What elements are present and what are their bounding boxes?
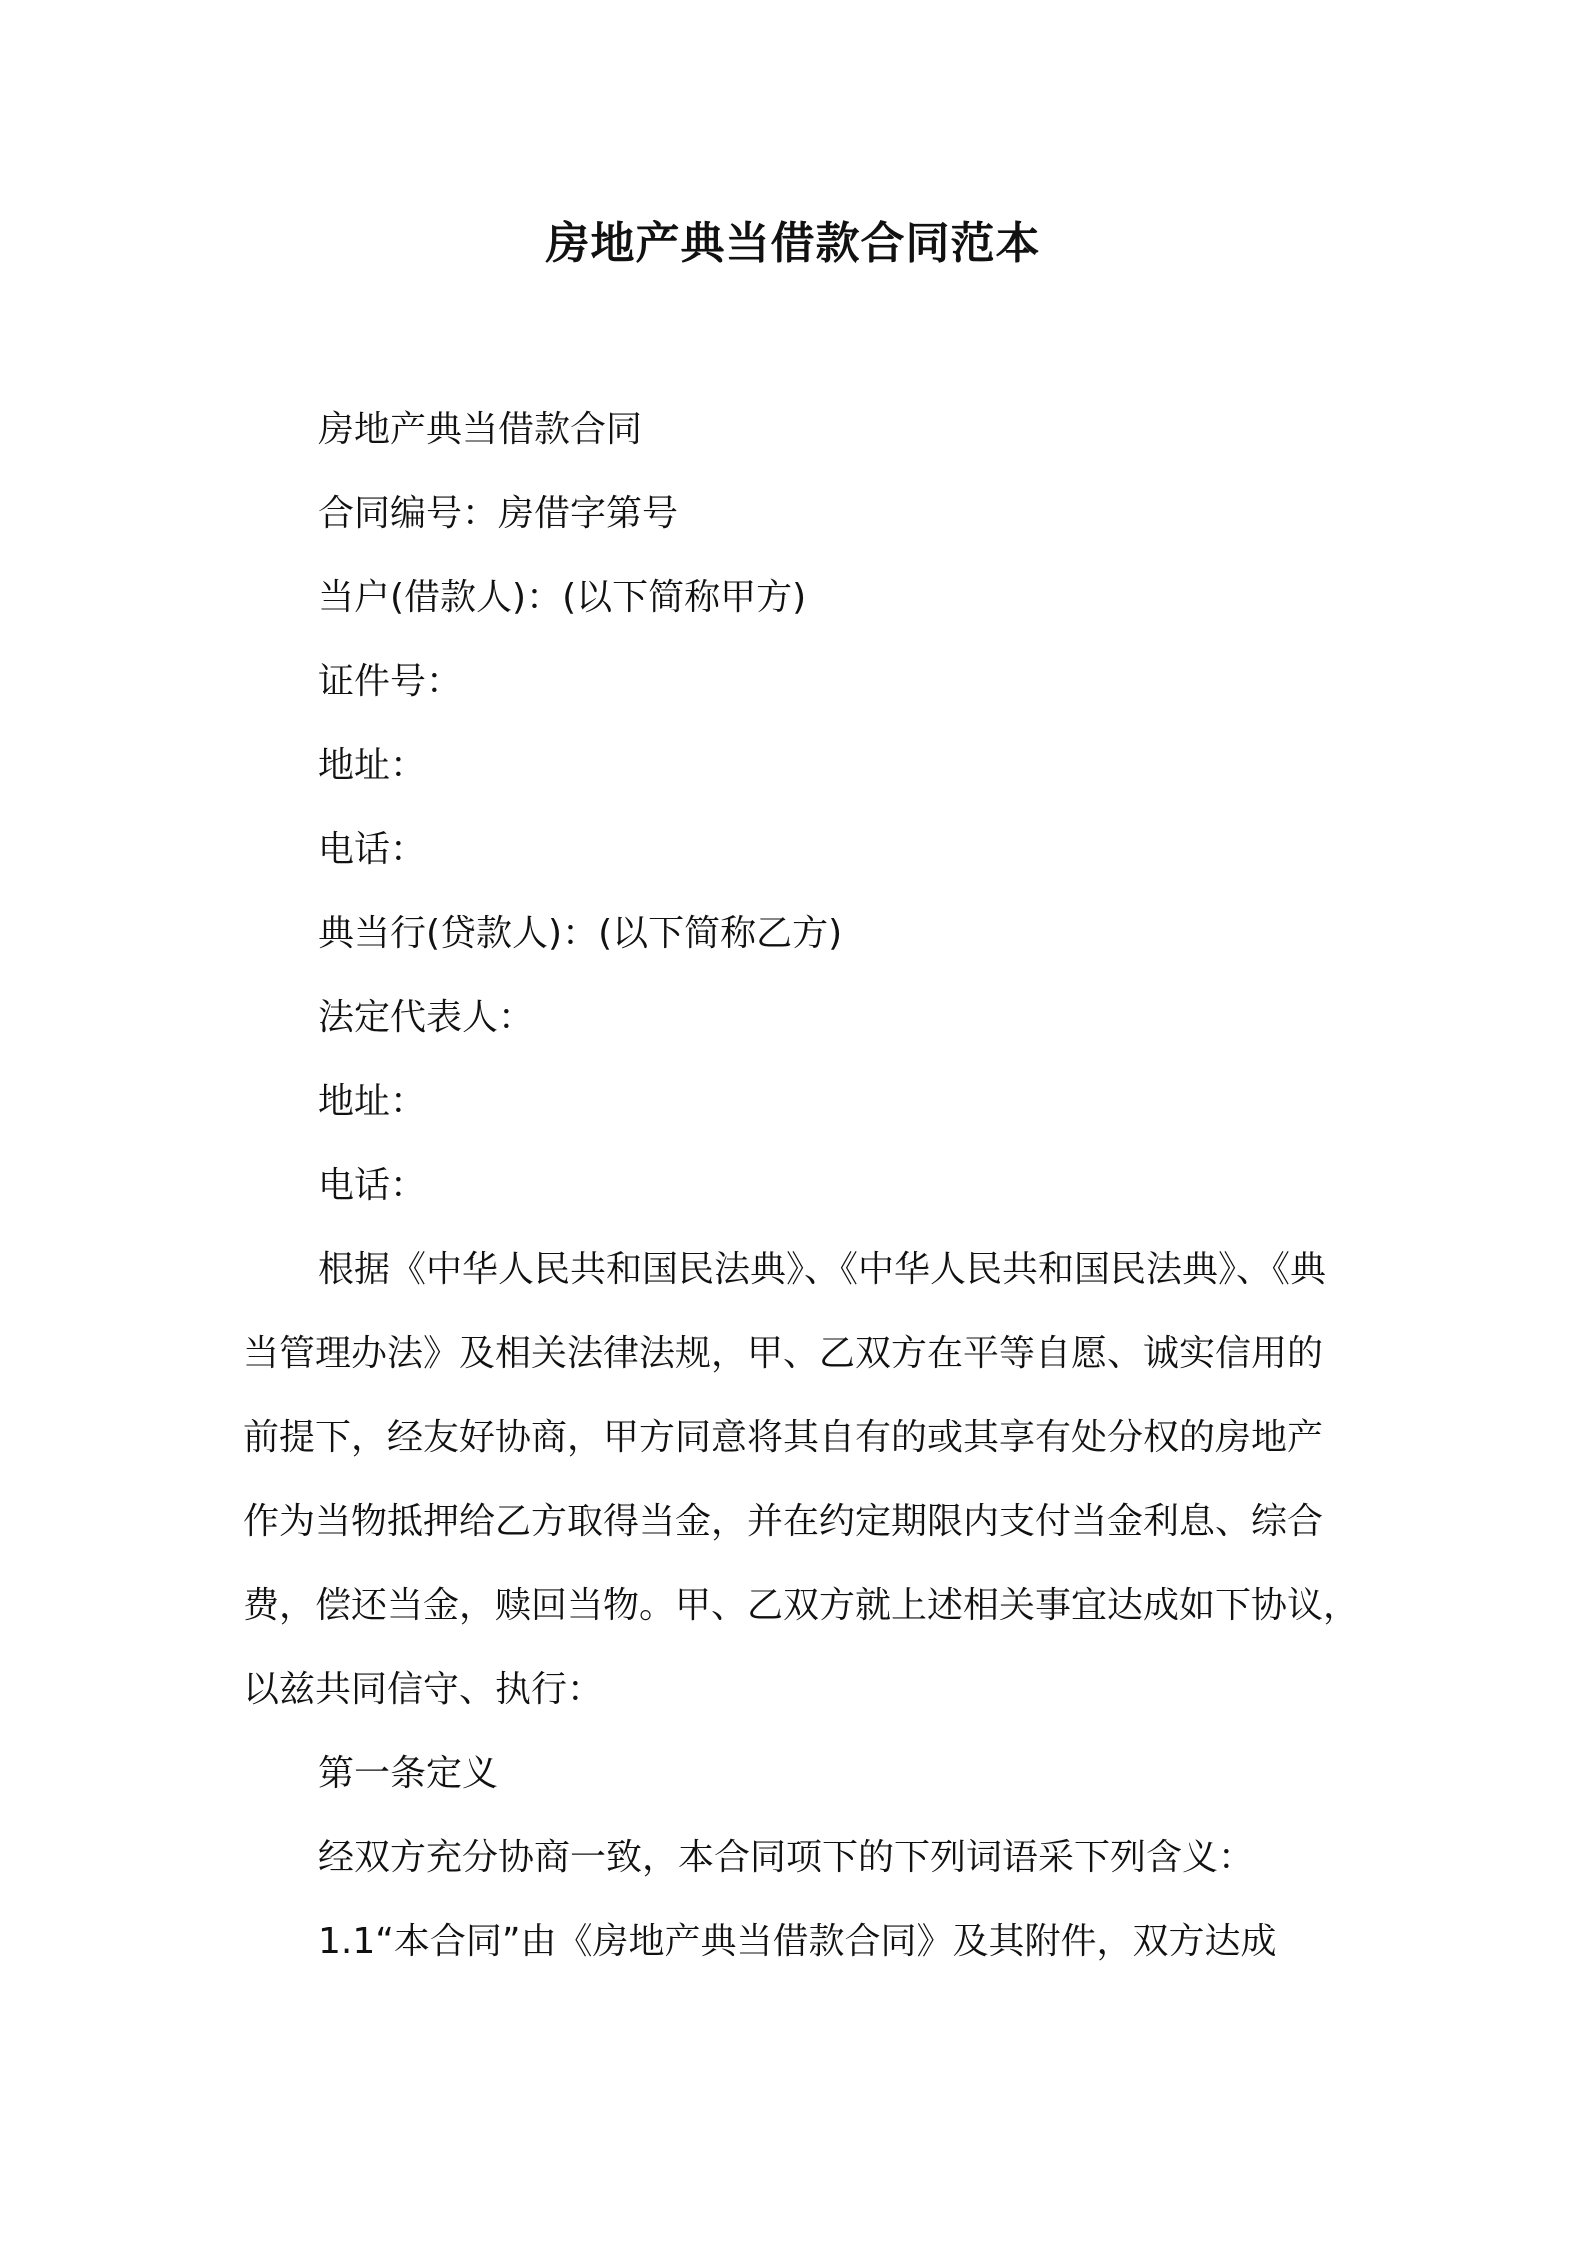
preamble-line: 当管理办法》及相关法律法规，甲、乙双方在平等自愿、诚实信用的 [243, 1333, 1324, 1374]
borrower-address-line: 地址： [318, 745, 427, 786]
preamble-line: 前提下，经友好协商，甲方同意将其自有的或其享有处分权的房地产 [243, 1417, 1324, 1458]
article-1-heading: 第一条定义 [318, 1753, 499, 1794]
legal-representative-line: 法定代表人： [318, 997, 535, 1038]
borrower-phone-line: 电话： [318, 829, 427, 870]
preamble-line: 作为当物抵押给乙方取得当金，并在约定期限内支付当金利息、综合 [243, 1501, 1324, 1542]
preamble-line: 费，偿还当金，赎回当物。甲、乙双方就上述相关事宜达成如下协议， [243, 1585, 1360, 1626]
preamble-paragraph [243, 1246, 1360, 1750]
preamble-line: 根据《中华人民共和国民法典》、《中华人民共和国民法典》、《典 [318, 1249, 1327, 1290]
preamble-line: 以兹共同信守、执行： [243, 1669, 604, 1710]
contract-name-line: 房地产典当借款合同 [318, 409, 643, 450]
lender-line: 典当行(贷款人)：(以下简称乙方) [318, 913, 843, 954]
lender-phone-line: 电话： [318, 1165, 427, 1206]
borrower-line: 当户(借款人)：(以下简称甲方) [318, 577, 807, 618]
document-title: 房地产典当借款合同范本 [545, 218, 1041, 269]
article-1-intro: 经双方充分协商一致，本合同项下的下列词语采下列含义： [318, 1837, 1255, 1878]
lender-address-line: 地址： [318, 1081, 427, 1122]
article-1-1-line: 1.1“本合同”由《房地产典当借款合同》及其附件，双方达成 [318, 1921, 1277, 1962]
borrower-id-line: 证件号： [318, 661, 463, 702]
contract-number-line: 合同编号：房借字第号 [318, 493, 679, 534]
